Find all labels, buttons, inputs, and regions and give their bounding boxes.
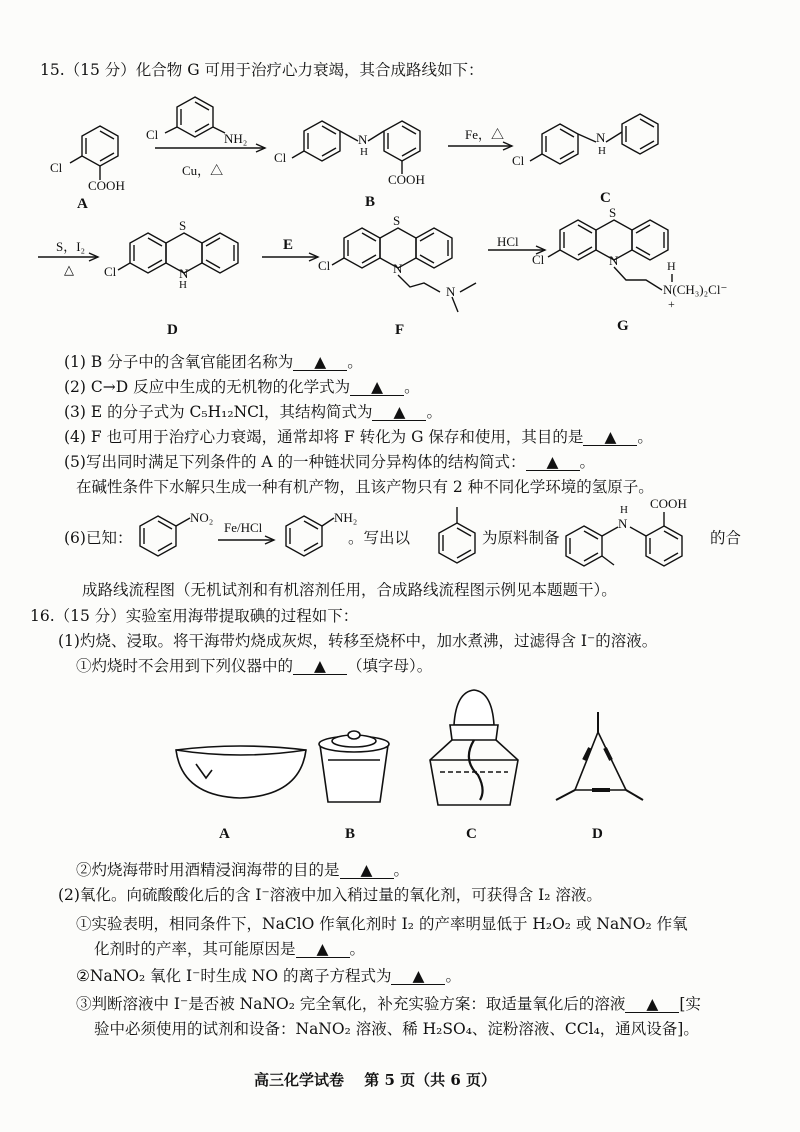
answer-blank[interactable]: ▲ (350, 379, 404, 396)
q16-1-1: ①灼烧时不会用到下列仪器中的 ▲ （填字母）。 (76, 657, 433, 675)
nh-label-d: N (179, 266, 189, 281)
cooh-label-b: COOH (388, 172, 425, 187)
cl-label-d: Cl (104, 264, 117, 279)
nh2-label: NH₂ (224, 131, 248, 146)
answer-blank[interactable]: ▲ (296, 941, 350, 958)
cl-label-c: Cl (512, 153, 525, 168)
s-label-g: S (609, 205, 617, 220)
reagent-heat: △ (64, 262, 74, 277)
q16-2-1b: 化剂时的产率，其可能原因是 ▲ 。 (94, 940, 366, 958)
side-chain-label-g: N(CH₃)₂Cl⁻ (663, 282, 728, 297)
q16-2-3b: 验中必须使用的试剂和设备：NaNO₂ 溶液、稀 H₂SO₄、淀粉溶液、CCl₄，通风设备]。 (94, 1020, 699, 1038)
no2-label: NO₂ (190, 510, 214, 525)
s-label-d: S (179, 218, 187, 233)
apparatus-label-d: D (592, 826, 603, 842)
aniline-structure (286, 516, 334, 556)
s-label-f: S (393, 213, 401, 228)
label-compound-c: C (600, 190, 611, 206)
q16-part1: (1)灼烧、浸取。将干海带灼烧成灰烬，转移至烧杯中，加水煮沸，过滤得含 I⁻的溶液。 (58, 632, 658, 650)
label-compound-f: F (395, 322, 405, 338)
answer-blank[interactable]: ▲ (583, 429, 637, 446)
chloroaniline-structure (165, 97, 225, 137)
nh2-label-q6: NH₂ (334, 510, 358, 525)
q15-6-text-b: 。写出以 (348, 529, 411, 547)
reagent-hcl: HCl (497, 234, 519, 249)
cl-label-b: Cl (274, 150, 287, 165)
q15-1: (1) B 分子中的含氧官能团名称为 ▲ 。 (64, 353, 363, 371)
label-compound-b: B (365, 194, 376, 210)
label-compound-d: D (167, 322, 178, 338)
apparatus-c-alcohol-lamp (430, 690, 518, 805)
q15-3: (3) E 的分子式为 C₅H₁₂NCl，其结构简式为 ▲ 。 (64, 403, 442, 421)
h-label-g: H (667, 259, 676, 273)
plus-label-g: + (668, 297, 675, 311)
answer-blank[interactable]: ▲ (625, 996, 679, 1013)
reagent-cu-heat: Cu，△ (182, 163, 224, 178)
q16-2-2: ②NaNO₂ 氧化 I⁻时生成 NO 的离子方程式为 ▲ 。 (76, 967, 461, 985)
cl-label-f: Cl (318, 258, 331, 273)
q15-6-text-d: 的合 (710, 529, 742, 547)
cooh-label-a: COOH (88, 178, 125, 193)
nh-label-q6-n: N (618, 516, 628, 531)
q16-part2: (2)氧化。向硫酸酸化后的含 I⁻溶液中加入稍过量的氧化剂，可获得含 I₂ 溶液。 (58, 886, 602, 904)
q15-6-known: (6)已知： (64, 529, 133, 547)
cl-label-a: Cl (50, 160, 63, 175)
reagent-fe-hcl: Fe/HCl (224, 520, 263, 535)
cooh-label-q6: COOH (650, 496, 687, 511)
nh-label-q6-h: H (620, 504, 628, 516)
answer-blank[interactable]: ▲ (293, 658, 347, 675)
q15-2: (2) C→D 反应中生成的无机物的化学式为 ▲ 。 (64, 378, 420, 396)
q15-5-condition: 在碱性条件下水解只生成一种有机产物，且该产物只有 2 种不同化学环境的氢原子。 (76, 478, 654, 496)
q16-2-3a: ③判断溶液中 I⁻是否被 NaNO₂ 完全氧化，补充实验方案：取适量氧化后的溶液 ▲ [实 (76, 995, 701, 1013)
n-label-f-amine: N (446, 284, 456, 299)
toluene-structure (439, 507, 475, 563)
n-label-f: N (393, 261, 403, 276)
apparatus-b-crucible (319, 731, 389, 802)
compound-a-structure (70, 126, 118, 180)
page-footer: 高三化学试卷 第 5 页（共 6 页） (254, 1071, 496, 1089)
answer-blank[interactable]: ▲ (293, 354, 347, 371)
label-compound-a: A (77, 196, 88, 212)
nitrobenzene-structure (140, 516, 190, 556)
reagent-s-i2: S，I₂ (56, 239, 86, 254)
label-compound-g: G (617, 318, 629, 334)
q15-6-text-c: 为原料制备 (482, 529, 560, 547)
apparatus-d-pipeclay-triangle (556, 712, 643, 800)
n-label-c: N (596, 130, 606, 145)
reagent-fe-heat: Fe，△ (465, 127, 505, 142)
answer-blank[interactable]: ▲ (526, 454, 580, 471)
q15-4: (4) F 也可用于治疗心力衰竭，通常却将 F 转化为 G 保存和使用，其目的是 ▲ 。 (64, 428, 653, 446)
q15-title: 15.（15 分）化合物 G 可用于治疗心力衰竭，其合成路线如下： (40, 61, 484, 79)
h-label-c: H (598, 145, 606, 157)
apparatus-a-evaporating-dish (176, 746, 306, 798)
compound-b-structure (292, 121, 420, 174)
n-label-g: N (609, 253, 619, 268)
compound-c-structure (530, 114, 658, 164)
h-label-b: H (360, 146, 368, 158)
reagent-e: E (283, 237, 294, 253)
q16-title: 16.（15 分）实验室用海带提取碘的过程如下： (30, 607, 359, 625)
answer-blank[interactable]: ▲ (340, 862, 394, 879)
q15-6-text-e: 成路线流程图（无机试剂和有机溶剂任用，合成路线流程图示例见本题题干）。 (82, 581, 617, 599)
compound-d-structure (118, 233, 238, 273)
answer-blank[interactable]: ▲ (372, 404, 426, 421)
cl-label-reagent: Cl (146, 127, 159, 142)
apparatus-label-b: B (345, 826, 356, 842)
h-label-d: H (179, 279, 187, 291)
apparatus-label-c: C (466, 826, 477, 842)
n-label-b: N (358, 132, 368, 147)
apparatus-label-a: A (219, 826, 230, 842)
q15-5: (5)写出同时满足下列条件的 A 的一种链状同分异构体的结构简式： ▲ 。 (64, 453, 596, 471)
q16-2-1a: ①实验表明，相同条件下，NaClO 作氧化剂时 I₂ 的产率明显低于 H₂O₂ 或 NaNO₂ 作氧 (76, 915, 688, 933)
answer-blank[interactable]: ▲ (391, 968, 445, 985)
q16-1-2: ②灼烧海带时用酒精浸润海带的目的是 ▲ 。 (76, 861, 410, 879)
cl-label-g: Cl (532, 252, 545, 267)
